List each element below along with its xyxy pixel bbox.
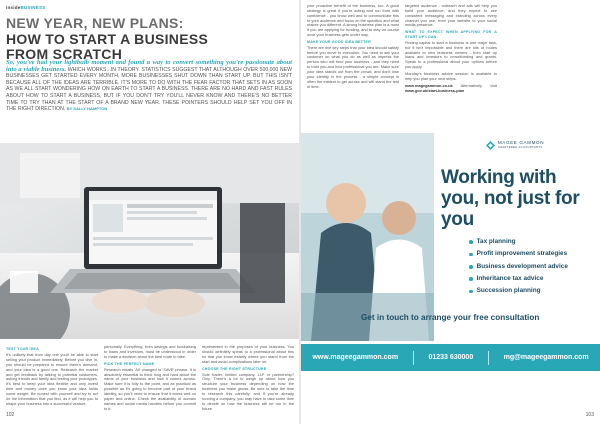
standfirst-body: WHICH WORKS...IN THEORY. STATISTICS SUGGEST THAT ALTHOUGH OVER 500,000 NEW BUSINESSES GET STARTED EVERY MONTH, MORE BUSINESSES SHUT DOWN THAN START UP. BUT THIS ISN'T BECAUSE ALL OF THE IDEAS ARE TERRIBLE. IT'S MORE TO DO WITH THE FEAR FACTOR THAT SETS IN AS SOON AS WE ALL START WONDERING HOW ON EARTH TO START A BUSINESS. THERE ARE NO HARD AND FAST RULES ABOUT HOW TO START A BUSINESS, BUT IF YOU DON'T TRY YOU'LL NEVER KNOW AND THERE'S NO BETTER TIME TO TRY THAN AT THE START OF A BRAND NEW YEAR. THESE POINTERS SHOULD HELP SET YOU OFF IN THE RIGHT DIRECTION. (6, 66, 292, 113)
subheading-structure: CHOOSE THE RIGHT STRUCTURE (202, 366, 267, 371)
logo-text (498, 140, 544, 150)
headline-line-1: NEW YEAR, NEW PLANS: (6, 15, 184, 31)
section-brand: inside (6, 5, 21, 10)
website-link-2[interactable]: www.gov.uk/start-business-plan (405, 87, 465, 93)
ad-call-to-action: Get in touch to arrange your free consultation (361, 313, 540, 322)
body-paragraph: your proactive benefit of the business, too. A good strategy is great if you're acting and run from with confidence - you know well and to communicate this to your audience and focus on the specifics and what makes you different. A strong business plan is a must if you are applying for funding, and to stay on course once your business gets under way. (307, 3, 399, 38)
divider (488, 351, 489, 365)
right-column-1 (307, 4, 399, 91)
bullet-icon (469, 277, 473, 281)
logo-sub: CHARTERED ACCOUNTANTS (497, 146, 543, 149)
service-item (469, 261, 568, 273)
standfirst-lead: So, you've had your lightbulb moment and found a way to convert something you're passionate about into a viable business. (6, 59, 292, 73)
ad-website-link[interactable]: www.mageegammon.com (312, 354, 399, 361)
logo-top: MAGEE GAMMON (497, 140, 545, 145)
body-paragraph: Finding capital to start a business is one major task, but it isn't impossible and there are lots of routes available to new business owners - from start up loans and investors to crowdfunding and grants. Speak to a professional about your options before you apply. (405, 39, 497, 70)
bullet-icon (469, 253, 473, 257)
magee-gammon-logo (457, 137, 573, 153)
body-paragraph: represented in the purposes of your business. You should definitely speak to a professional about this so that you know exactly where you stand from the start and avoid complications later on. (202, 344, 294, 364)
services-list (469, 236, 568, 297)
ad-photo-illustration (301, 133, 434, 341)
body-paragraph: personally. Everything, from savings and fundraising to loans and investors, must be understood in order to make a decision about the best route to take. (104, 344, 196, 359)
right-column-2 (405, 4, 497, 95)
ad-contact-bar (301, 344, 600, 371)
subheading-start-up-loan: WHAT TO EXPECT WHEN APPLYING FOR A START UP LOAN (405, 30, 497, 40)
page-number: 103 (585, 412, 594, 418)
left-page (0, 0, 299, 424)
body-paragraph: There are five key steps that your idea should satisfy before you move to execution. You need to sell your customer on what you do as well as impress the person who will fund your business - and they need to trust you and how professional you are. Make sure your idea stands out from the crowd, and don't lose your identity in the process - a simple concept is often the easiest to get across and will stand the test of time. (307, 44, 399, 89)
ad-email-link[interactable]: mg@mageegammon.com (503, 354, 589, 361)
service-label: Tax planning (476, 238, 516, 245)
subheading-pick-name: PICK THE PERFECT NAME (104, 361, 155, 366)
byline: BY SALLY HAMPTON (66, 106, 108, 112)
headline-line-2: HOW TO START A BUSINESS (6, 30, 209, 47)
website-link-1[interactable]: www.magegammon.co.uk (405, 82, 453, 88)
divider (413, 351, 414, 365)
advertisement (301, 133, 600, 424)
ad-headline: Working with you, not just for you (441, 167, 580, 230)
body-column-1 (6, 345, 98, 409)
bullet-icon (469, 290, 473, 294)
subheading-test-idea: TEST YOUR IDEA (6, 347, 39, 351)
subheading-better-idea: MAKE YOUR GOOD IDEA BETTER (307, 39, 371, 44)
body-column-3 (202, 345, 294, 414)
section-name: BUSINESS (20, 5, 46, 10)
ad-phone-link[interactable]: 01233 630000 (428, 354, 474, 361)
service-item (469, 273, 568, 285)
body-paragraph: targeted audience - outreach and ads will help you build your audience, and they expect to see consistent messaging and branding across every channel you use, from your website to your social media presence. (405, 3, 497, 28)
section-tag (6, 5, 46, 10)
service-label: Profit improvement strategies (476, 250, 568, 258)
right-page (301, 0, 600, 424)
service-label: Succession planning (476, 287, 541, 295)
page-number: 102 (6, 412, 15, 418)
article-photo-laptop-office (0, 143, 299, 339)
body-column-2 (104, 345, 196, 414)
body-paragraph: Monday's business advice session is available to help you plan your next steps. (405, 70, 497, 81)
bullet-icon (469, 265, 473, 269)
ad-photo-people (301, 133, 434, 341)
article-headline (6, 16, 246, 63)
logo-mark-icon (486, 141, 495, 150)
laptop-desk-illustration (0, 143, 299, 339)
service-item (469, 285, 568, 297)
body-paragraph: Sole trader, limited company, LLP or partnership? Only. There's a lot to weigh up about how you structure your business depending on how the business you make grows. Be sure to take the time to research this carefully, and if you're already running a company, you may have to take some time to decide on how the business will be run in the future. (202, 371, 294, 411)
service-item (469, 248, 568, 260)
bullet-icon (469, 240, 473, 244)
body-paragraph (405, 84, 497, 94)
standfirst (6, 60, 292, 113)
service-label: Inheritance tax advice (476, 274, 544, 282)
link-intro: Alternatively visit (460, 82, 497, 88)
body-paragraph: It's unlikely that from day one you'll be able to start selling your product immediately. Before you dive in, you should be prepared to ensure there's demand, and your idea is a good one. Research the market and get feedback by talking to potential customers, asking friends and family and testing your prototypes. It's best to keep your idea flexible and only invest time and money once you know your idea holds some weight. Be honest with yourself and try to act on the information that you find, as it will help you to shape your business into a successful venture. (6, 351, 98, 406)
body-paragraph: Research entails 'All' changed to 'SAVE' phrase. It is absolutely essential to think long and hard about the name of your business and how it comes across. Make sure it is fully to the point, and as practical as possible as it's going to become part of your brand identity, so you'll need to ensure that it works well on paper and online. Check the availability of domain names and social media handles before you commit to it. (104, 366, 196, 411)
service-label: Business development advice (476, 262, 568, 270)
headline-line-3: FROM SCRATCH (6, 46, 123, 62)
service-item (469, 236, 568, 248)
